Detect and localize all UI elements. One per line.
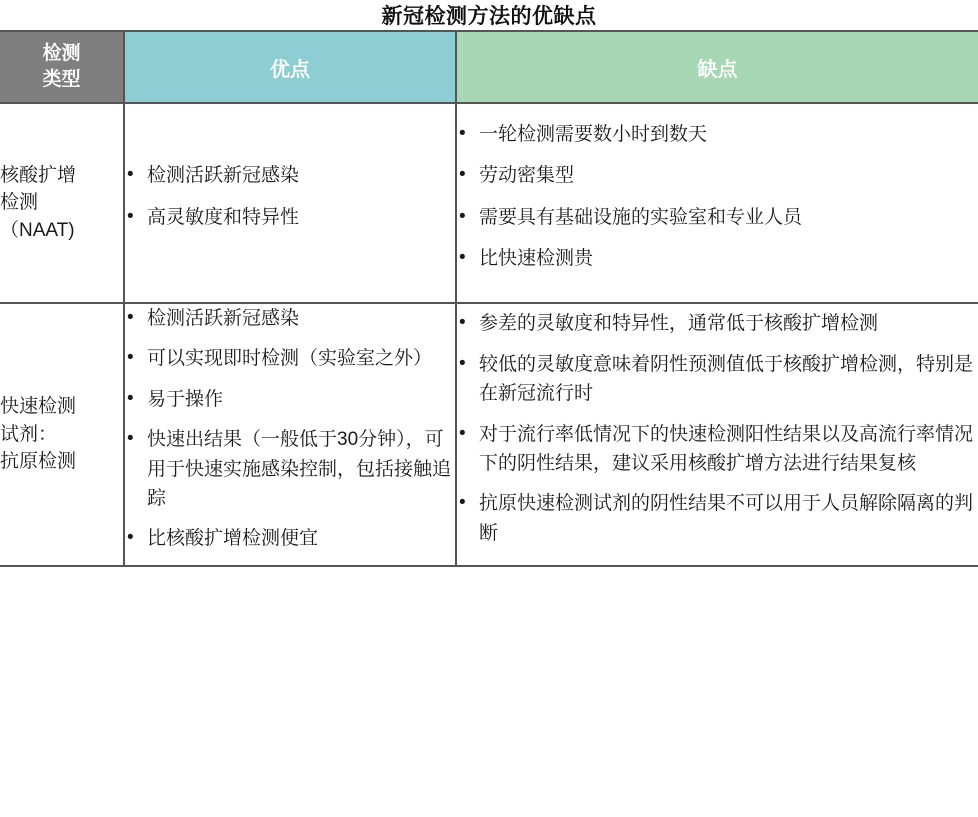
list-item: • 易于操作 (125, 385, 455, 414)
list-item: • 需要具有基础设施的实验室和专业人员 (457, 203, 978, 232)
table-row (0, 303, 978, 566)
row-type-line1: 快速检测 (0, 395, 77, 417)
row-type-line3: 抗原检测 (0, 451, 77, 473)
row-type-line2: 检测 (0, 192, 39, 214)
header-cons: 缺点 (456, 31, 978, 103)
table-row (0, 103, 978, 303)
row-type-naat (0, 103, 124, 303)
title-row (0, 0, 978, 31)
list-item: • 检测活跃新冠感染 (125, 161, 455, 190)
row-type-rapid (0, 303, 124, 566)
cons-list-naat (457, 120, 978, 274)
list-item: • 对于流行率低情况下的快速检测阳性结果以及高流行率情况下的阴性结果，建议采用核酸扩增方法进行结果复核 (457, 420, 978, 479)
header-type-line2: 类型 (42, 69, 81, 90)
list-item: • 一轮检测需要数小时到数天 (457, 120, 978, 149)
list-item: • 参差的灵敏度和特异性，通常低于核酸扩增检测 (457, 309, 978, 338)
row-cons-naat (456, 103, 978, 303)
list-item: • 劳动密集型 (457, 161, 978, 190)
page-title: 新冠检测方法的优缺点 (0, 0, 978, 31)
cons-list-rapid (457, 309, 978, 548)
list-item: • 抗原快速检测试剂的阴性结果不可以用于人员解除隔离的判断 (457, 489, 978, 548)
pros-list-rapid (125, 304, 455, 554)
pros-list-naat (125, 161, 455, 232)
row-pros-naat (124, 103, 456, 303)
list-item: • 可以实现即时检测（实验室之外） (125, 344, 455, 373)
list-item: • 较低的灵敏度意味着阴性预测值低于核酸扩增检测，特别是在新冠流行时 (457, 350, 978, 409)
header-type (0, 31, 124, 103)
header-pros: 优点 (124, 31, 456, 103)
list-item: • 比快速检测贵 (457, 244, 978, 273)
header-type-line1: 检测 (42, 43, 81, 65)
row-type-line1: 核酸扩增 (0, 164, 77, 186)
row-pros-rapid (124, 303, 456, 566)
list-item: • 检测活跃新冠感染 (125, 304, 455, 333)
list-item: • 快速出结果（一般低于30分钟），可用于快速实施感染控制，包括接触追踪 (125, 425, 455, 513)
row-type-line3: （NAAT) (0, 219, 75, 241)
header-row (0, 31, 978, 103)
row-type-line2: 试剂： (0, 423, 58, 445)
list-item: • 比核酸扩增检测便宜 (125, 524, 455, 553)
row-cons-rapid (456, 303, 978, 566)
list-item: • 高灵敏度和特异性 (125, 203, 455, 232)
